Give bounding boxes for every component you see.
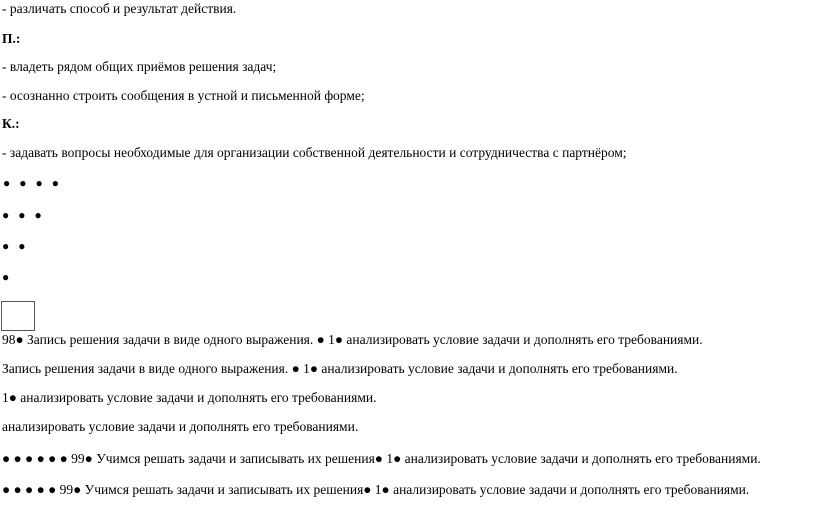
text-line-3: - осознанно строить сообщения в устной и письменной форме;: [2, 88, 365, 103]
empty-frame-box: [1, 301, 35, 331]
text-line-6: Запись решения задачи в виде одного выражения. ● 1● анализировать условие задачи и дополнять его требованиями.: [2, 361, 678, 376]
text-line-10: ● ● ● ● ● 99● Учимся решать задачи и записывать их решения● 1● анализировать условие задачи и дополнять его требованиями.: [2, 482, 750, 497]
text-line-8: анализировать условие задачи и дополнять его требованиями.: [2, 419, 359, 434]
text-line-2: - владеть рядом общих приёмов решения задач;: [2, 59, 277, 74]
text-line-7: 1● анализировать условие задачи и дополнять его требованиями.: [2, 390, 377, 405]
bullet-dots-4: ● ● ● ●: [3, 176, 62, 190]
text-line-1: - различать способ и результат действия.: [2, 1, 237, 16]
text-line-4: - задавать вопросы необходимые для организации собственной деятельности и сотрудничества с партнёром;: [2, 145, 627, 160]
heading-k: К.:: [2, 116, 20, 131]
heading-p: П.:: [2, 31, 21, 46]
bullet-dots-3: ● ● ●: [2, 208, 45, 222]
text-line-9: ● ● ● ● ● ● 99● Учимся решать задачи и записывать их решения● 1● анализировать условие задачи и дополнять его требованиями.: [2, 451, 761, 466]
text-line-5: 98● Запись решения задачи в виде одного выражения. ● 1● анализировать условие задачи и дополнять его требованиями.: [2, 332, 703, 347]
bullet-dots-1: ●: [2, 270, 13, 284]
bullet-dots-2: ● ●: [2, 239, 29, 253]
